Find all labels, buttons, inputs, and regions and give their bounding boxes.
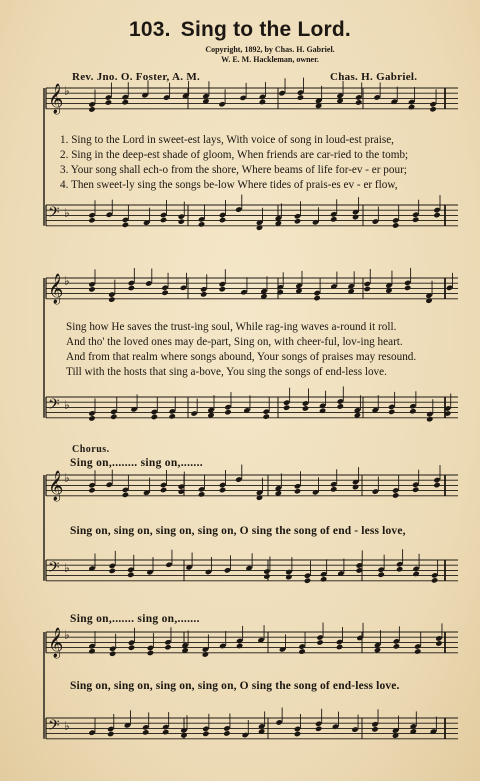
note-head <box>202 651 209 657</box>
note-head <box>162 729 169 735</box>
note-head <box>313 295 320 301</box>
note-head <box>315 726 322 732</box>
note-head <box>122 492 129 498</box>
treble-clef-icon: 𝄞 <box>48 628 64 658</box>
flat-icon: ♭ <box>64 628 70 642</box>
note-head <box>178 218 185 224</box>
note-head <box>330 216 337 222</box>
note-head <box>147 650 154 656</box>
note-head <box>180 732 187 738</box>
owner-line: W. E. M. Hackleman, owner. <box>221 55 319 64</box>
flat-icon: ♭ <box>64 719 70 733</box>
chorus-label: Chorus. <box>72 444 110 455</box>
verse-2-line-2: And tho' the loved ones may de-part, Sing on, with cheer-ful, lov-ing heart. <box>66 336 403 348</box>
note-head <box>435 640 442 646</box>
note-head <box>412 486 419 492</box>
chorus-echo-2: Sing on,....... sing on,....... <box>70 613 200 625</box>
note-head <box>127 572 134 578</box>
bass-clef-icon: 𝄢 <box>48 559 60 580</box>
verse-2-line-1: 2. Sing in the deep-est shade of gloom, When friends are car-ried to the tomb; <box>60 149 409 161</box>
note-head <box>283 404 290 410</box>
note-head <box>109 651 116 657</box>
note-head <box>412 216 419 222</box>
flat-icon: ♭ <box>64 471 70 485</box>
note-head <box>88 648 95 654</box>
note-head <box>298 648 305 654</box>
note-head <box>107 731 114 737</box>
note-head <box>426 416 433 422</box>
composer-credit: Chas. H. Gabriel. <box>330 71 418 83</box>
note-head <box>128 285 135 291</box>
bass-clef-icon: 𝄢 <box>48 204 60 225</box>
note-head <box>223 730 230 736</box>
note-head <box>164 644 171 650</box>
chorus-lyric-1: Sing on, sing on, sing on, sing on, O sing the song of end - less love, <box>70 525 406 537</box>
note-head <box>285 574 292 580</box>
note-head <box>142 729 149 735</box>
author-credit: Rev. Jno. O. Foster, A. M. <box>72 71 201 83</box>
note-head <box>263 413 270 419</box>
bass-clef-icon: 𝄢 <box>48 396 60 417</box>
note-head <box>404 285 411 291</box>
note-head <box>377 571 384 577</box>
treble-clef-icon: 𝄞 <box>48 84 64 114</box>
note-head <box>169 413 176 419</box>
note-head <box>122 99 129 105</box>
note-head <box>105 99 112 105</box>
treble-clef-icon: 𝄞 <box>48 471 64 501</box>
note-head <box>352 484 359 490</box>
note-head <box>161 290 168 296</box>
note-head <box>412 571 419 577</box>
note-head <box>388 409 395 415</box>
note-head <box>409 408 416 414</box>
verses-second-system <box>66 320 466 380</box>
note-head <box>263 573 270 579</box>
flat-icon: ♭ <box>64 274 70 288</box>
flat-icon: ♭ <box>64 84 70 98</box>
verse-4-line-1: 4. Then sweet-ly sing the songs be-low Where tides of prais-es ev - er flow, <box>60 179 398 191</box>
verse-1-line-1: 1. Sing to the Lord in sweet-est lays, With voice of song in loud-est praise, <box>60 134 394 146</box>
note-head <box>294 731 301 737</box>
note-head <box>304 577 311 583</box>
chorus-lyric-2: Sing on, sing on, sing on, sing on, O sing the song of end-less love. <box>70 680 400 692</box>
note-head <box>408 104 415 110</box>
note-head <box>393 643 400 649</box>
note-head <box>109 568 116 574</box>
note-head <box>151 414 158 420</box>
verse-1-line-2: Sing how He saves the trust-ing soul, While rag-ing waves a-round it roll. <box>66 321 397 333</box>
note-head <box>202 731 209 737</box>
note-head <box>259 99 266 105</box>
note-head <box>429 106 436 112</box>
note-head <box>122 222 129 228</box>
note-head <box>88 106 95 112</box>
note-head <box>88 415 95 421</box>
note-head <box>198 491 205 497</box>
flat-icon: ♭ <box>64 206 70 220</box>
note-head <box>392 492 399 498</box>
note-head <box>88 487 95 493</box>
note-head <box>88 217 95 223</box>
flat-icon: ♭ <box>64 398 70 412</box>
note-head <box>371 726 378 732</box>
flat-icon: ♭ <box>64 561 70 575</box>
note-head <box>88 286 95 292</box>
note-head <box>336 644 343 650</box>
hymn-number: 103. <box>129 18 171 41</box>
verse-4-line-2: Till with the hosts that sing a-bove, You sing the songs of end-less love. <box>66 366 387 378</box>
note-head <box>330 486 337 492</box>
note-head <box>200 291 207 297</box>
note-head <box>219 217 226 223</box>
note-head <box>355 99 362 105</box>
note-head <box>294 218 301 224</box>
verses-first-system <box>60 133 460 193</box>
note-head <box>219 487 226 493</box>
note-head <box>316 639 323 645</box>
note-head <box>337 403 344 409</box>
note-head <box>433 482 440 488</box>
note-head <box>392 222 399 228</box>
note-head <box>431 577 438 583</box>
note-head <box>414 648 421 654</box>
note-head <box>236 643 243 649</box>
note-head <box>128 644 135 650</box>
note-head <box>364 286 371 292</box>
note-head <box>302 405 309 411</box>
bass-clef-icon: 𝄢 <box>48 717 60 738</box>
note-head <box>320 576 327 582</box>
treble-clef-icon: 𝄞 <box>48 274 64 304</box>
note-head <box>224 409 231 415</box>
verse-3-line-1: 3. Your song shall ech-o from the shore, Where beams of life for-ev - er pour; <box>60 164 407 176</box>
hymn-title-text: Sing to the Lord. <box>180 18 351 41</box>
note-head <box>160 217 167 223</box>
note-head <box>219 286 226 292</box>
note-head <box>396 566 403 572</box>
note-head <box>297 94 304 100</box>
note-head <box>160 487 167 493</box>
note-head <box>108 296 115 302</box>
note-head <box>352 214 359 220</box>
note-head <box>198 221 205 227</box>
verse-3-line-2: And from that realm where songs abound, Your songs of praises may resound. <box>66 351 417 363</box>
note-head <box>294 488 301 494</box>
note-head <box>433 212 440 218</box>
chorus-echo-1: Sing on,........ sing on,....... <box>70 457 203 469</box>
copyright-line: Copyright, 1892, by Chas. H. Gabriel. <box>205 45 335 54</box>
note-head <box>110 414 117 420</box>
